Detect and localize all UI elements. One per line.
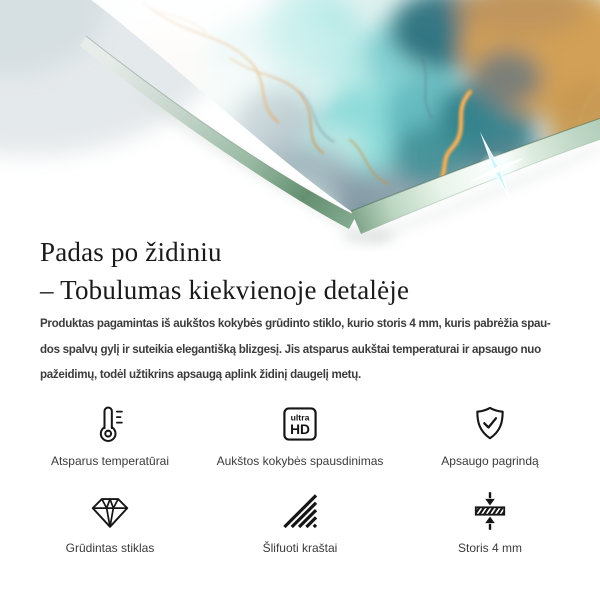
thermometer-icon xyxy=(88,398,132,450)
shield-check-icon xyxy=(468,398,512,450)
thickness-icon xyxy=(468,485,512,537)
feature-polished-edges xyxy=(205,485,395,556)
product-description xyxy=(40,311,550,388)
features-grid xyxy=(15,398,585,556)
feature-label: Aukštos kokybės spausdinimas xyxy=(216,454,384,468)
feature-ultra-hd-print xyxy=(205,398,395,469)
feature-label: Apsaugo pagrindą xyxy=(441,454,539,468)
feature-tempered-glass xyxy=(15,485,205,556)
feature-label: Šlifuoti kraštai xyxy=(262,541,338,555)
diamond-icon xyxy=(87,485,133,537)
feature-thickness xyxy=(395,485,585,556)
glass-panel-photo xyxy=(0,0,600,252)
polished-edges-icon xyxy=(278,485,322,537)
ultra-text: ultra xyxy=(290,412,310,423)
description-line: Produktas pagamintas iš aukštos kokybės grūdinto stiklo, kurio storis 4 mm, kuris pabrėžia spau- xyxy=(40,317,551,330)
ultra-hd-icon xyxy=(278,398,322,450)
page-title xyxy=(40,233,409,309)
description-line: dos spalvų gylį ir suteikia elegantišką blizgesį. Jis atsparus aukštai temperaturai ir apsaugo nuo xyxy=(40,342,541,356)
hero-image xyxy=(0,0,600,252)
feature-heat-resistant xyxy=(15,398,205,469)
feature-label: Atsparus temperatūrai xyxy=(50,454,170,468)
description-line: pažeidimų, todėl užtikrins apsaugą aplink židinį daugelį metų. xyxy=(40,368,361,382)
feature-label: Grūdintas stiklas xyxy=(65,541,155,555)
hd-text: HD xyxy=(290,422,310,438)
feature-protects-base xyxy=(395,398,585,469)
title-line-2: – Tobulumas kiekvienoje detalėje xyxy=(40,275,410,305)
feature-label: Storis 4 mm xyxy=(457,541,522,555)
title-line-1: Padas po židiniu xyxy=(40,237,222,267)
